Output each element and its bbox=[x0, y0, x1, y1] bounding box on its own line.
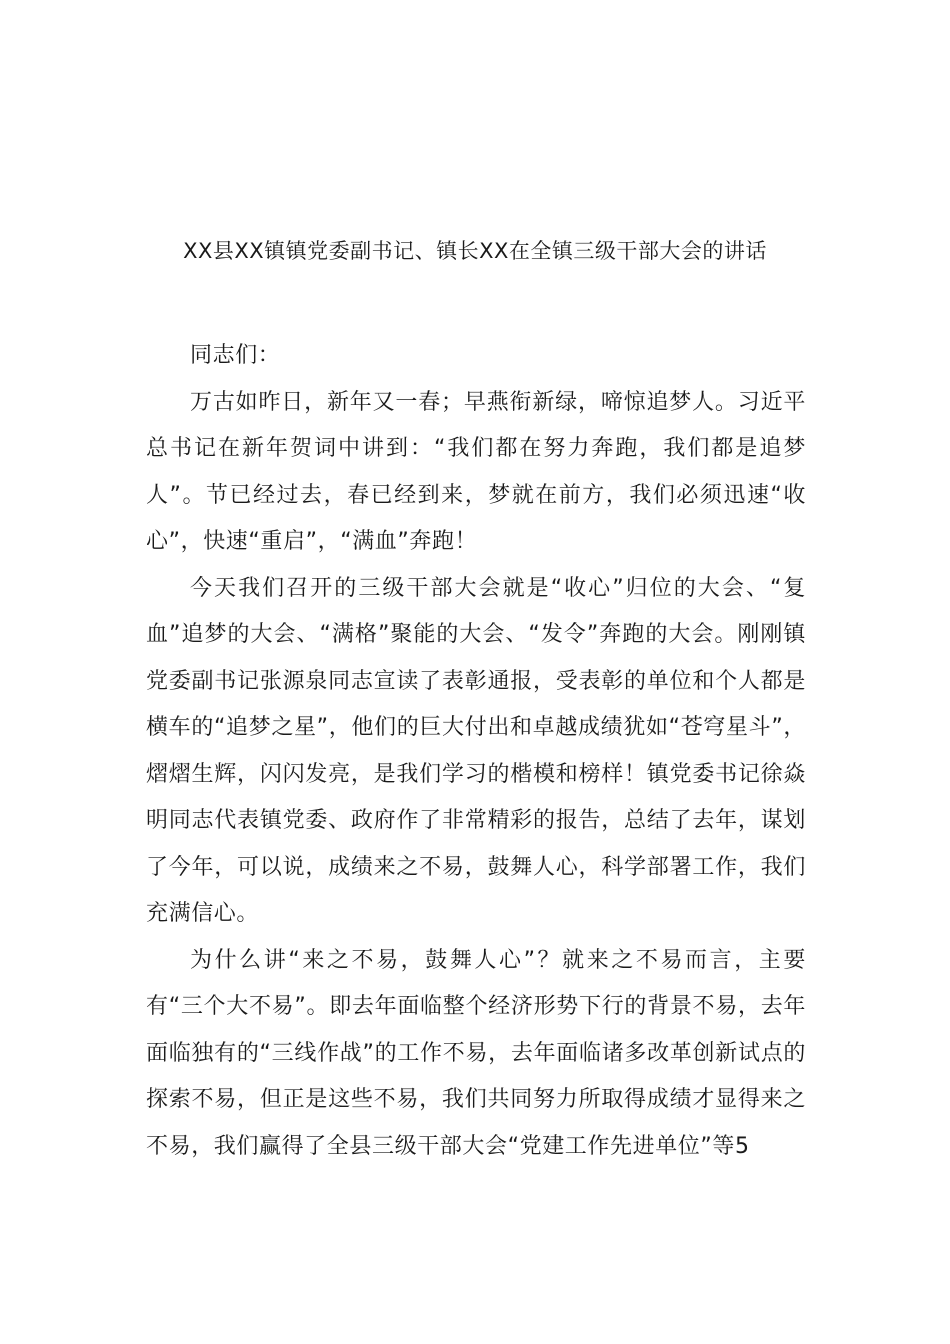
document-body bbox=[146, 333, 806, 1170]
document-title: XX县XX镇镇党委副书记、镇长XX在全镇三级干部大会的讲话 bbox=[183, 239, 767, 263]
paragraph-3: 为什么讲“来之不易，鼓舞人心”？就来之不易而言，主要有“三个大不易”。即去年面临整个经济形势下行的背景不易，去年面临独有的“三线作战”的工作不易，去年面临诸多改革创新试点的探索不易，但正是这些不易，我们共同努力所取得成绩才显得来之不易，我们赢得了全县三级干部大会“党建工作先进单位”等5 bbox=[146, 947, 806, 1159]
salutation: 同志们： bbox=[190, 343, 281, 368]
paragraph-2: 今天我们召开的三级干部大会就是“收心”归位的大会、“复血”追梦的大会、“满格”聚能的大会、“发令”奔跑的大会。刚刚镇党委副书记张源泉同志宣读了表彰通报，受表彰的单位和个人都是横车的“追梦之星”，他们的巨大付出和卓越成绩犹如“苍穹星斗”，熠熠生辉，闪闪发亮，是我们学习的楷模和榜样！镇党委书记徐焱明同志代表镇党委、政府作了非常精彩的报告，总结了去年，谋划了今年，可以说，成绩来之不易，鼓舞人心，科学部署工作，我们充满信心。 bbox=[146, 575, 806, 926]
paragraph-1: 万古如昨日，新年又一春；早燕衔新绿，啼惊追梦人。习近平总书记在新年贺词中讲到：“我们都在努力奔跑，我们都是追梦人”。节已经过去，春已经到来，梦就在前方，我们必须迅速“收心”，快速“重启”，“满血”奔跑！ bbox=[146, 389, 806, 554]
